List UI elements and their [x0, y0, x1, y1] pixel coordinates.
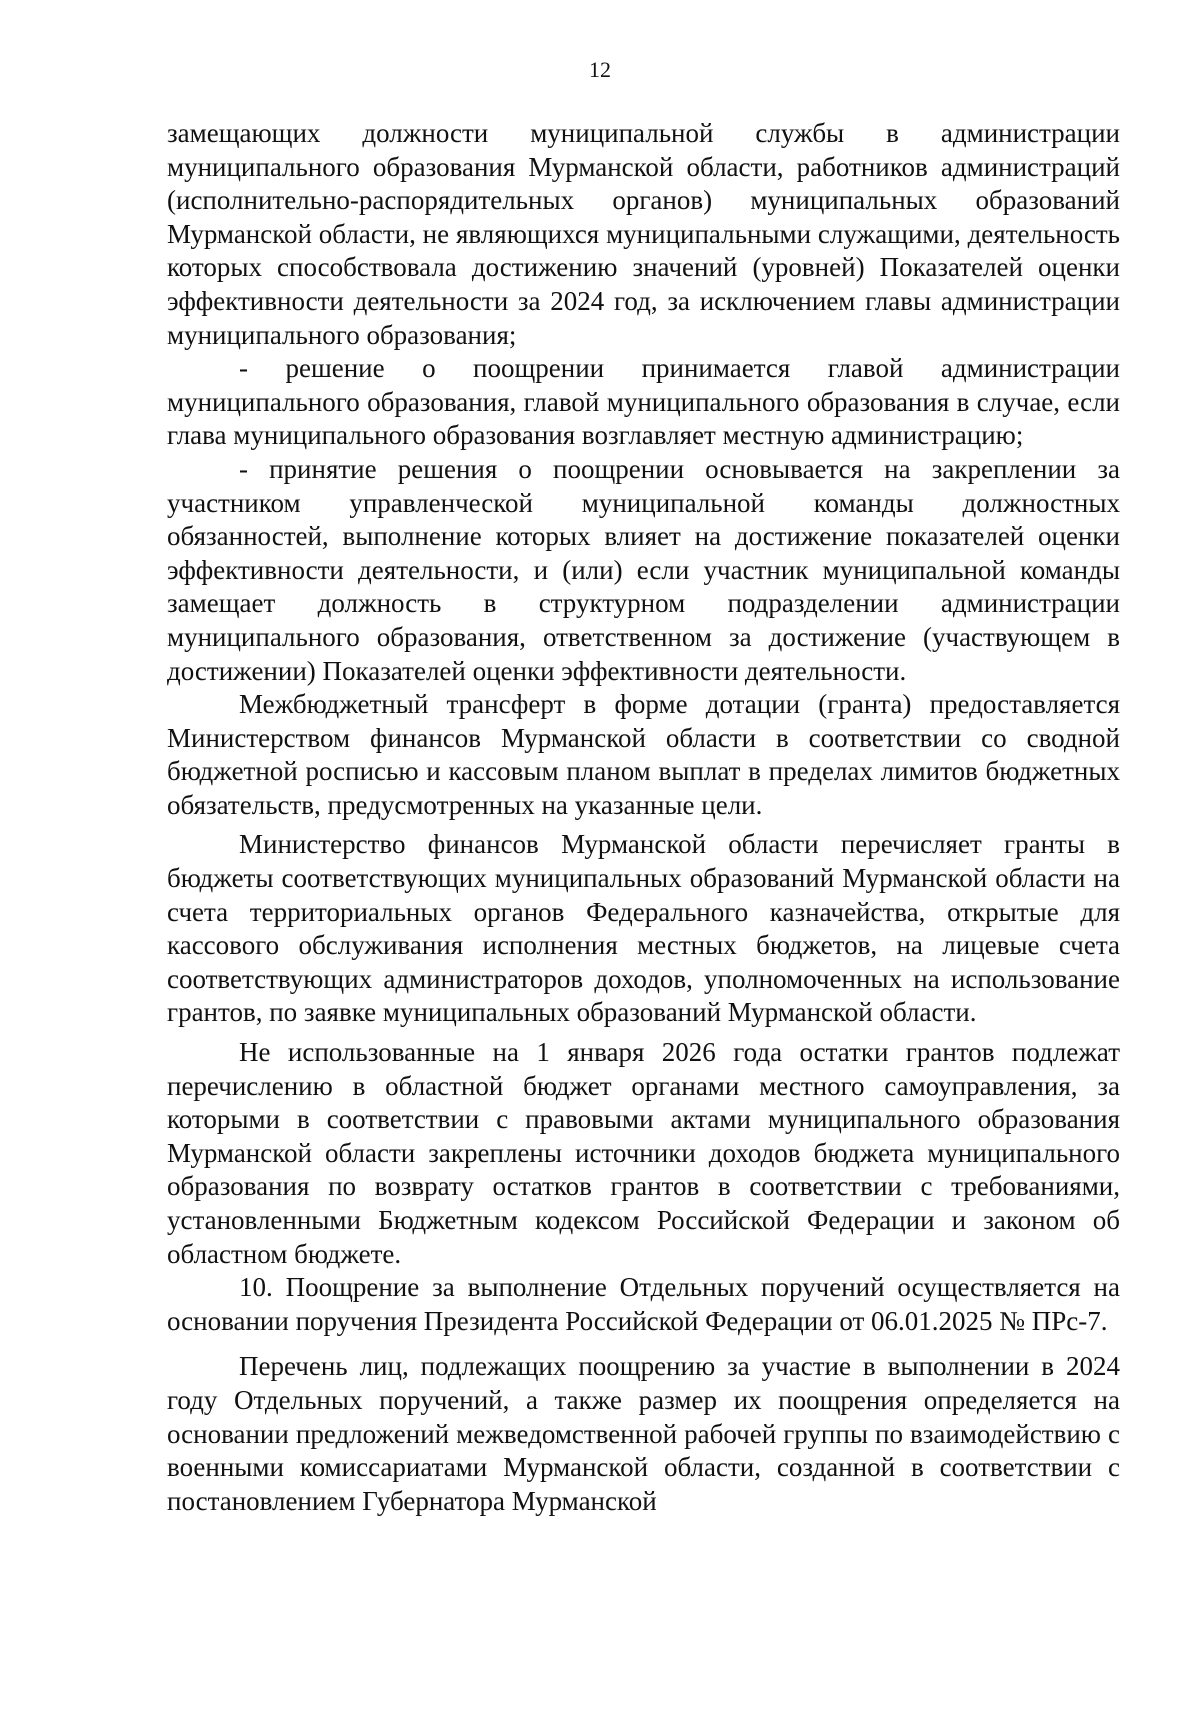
- paragraph-unused-balances: Не использованные на 1 января 2026 года остатки грантов подлежат перечислению в областной бюджет органами местного самоуправления, за которыми в соответствии с правовыми актами муниципального образования Мурманской области закреплены источники доходов бюджета муниципального образования по возврату остатков грантов в соответствии с требованиями, установленными Бюджетным кодексом Российской Федерации и законом об областном бюджете.: [167, 1037, 1120, 1269]
- paragraph-ministry-transfers: Министерство финансов Мурманской области перечисляет гранты в бюджеты соответствующих муниципальных образований Мурманской области на счета территориальных органов Федерального казначейства, открытые для кассового обслуживания исполнения местных бюджетов, на лицевые счета соответствующих администраторов доходов, уполномоченных на использование грантов, по заявке муниципальных образований Мурманской области.: [167, 829, 1120, 1028]
- document-body: [167, 117, 1120, 1518]
- paragraph-item-10: 10. Поощрение за выполнение Отдельных поручений осуществляется на основании поручения Президента Российской Федерации от 06.01.2025 № ПРс-7.: [167, 1272, 1120, 1336]
- page-number: 12: [589, 57, 611, 82]
- paragraph-basis-bullet: - принятие решения о поощрении основывается на закреплении за участником управленческой муниципальной команды должностных обязанностей, выполнение которых влияет на достижение показателей оценки эффективности деятельности, и (или) если участник муниципальной команды замещает должность в структурном подразделении администрации муниципального образования, ответственном за достижение (участвующем в достижении) Показателей оценки эффективности деятельности.: [167, 453, 1120, 686]
- paragraph-continuation: замещающих должности муниципальной службы в администрации муниципального образования Мурманской области, работников администраций (исполнительно-распорядительных органов) муниципальных образований Мурманской области, не являющихся муниципальными служащими, деятельность которых способствовала достижению значений (уровней) Показателей оценки эффективности деятельности за 2024 год, за исключением главы администрации муниципального образования;: [167, 118, 1120, 350]
- paragraph-recipients-list: Перечень лиц, подлежащих поощрению за участие в выполнении в 2024 году Отдельных поручений, а также размер их поощрения определяется на основании предложений межведомственной рабочей группы по взаимодействию с военными комиссариатами Мурманской области, созданной в соответствии с постановлением Губернатора Мурманской: [167, 1351, 1120, 1516]
- paragraph-decision-bullet: - решение о поощрении принимается главой администрации муниципального образования, главой муниципального образования в случае, если глава муниципального образования возглавляет местную администрацию;: [167, 353, 1120, 451]
- paragraph-transfer: Межбюджетный трансферт в форме дотации (гранта) предоставляется Министерством финансов Мурманской области в соответствии со сводной бюджетной росписью и кассовым планом выплат в пределах лимитов бюджетных обязательств, предусмотренных на указанные цели.: [167, 689, 1120, 820]
